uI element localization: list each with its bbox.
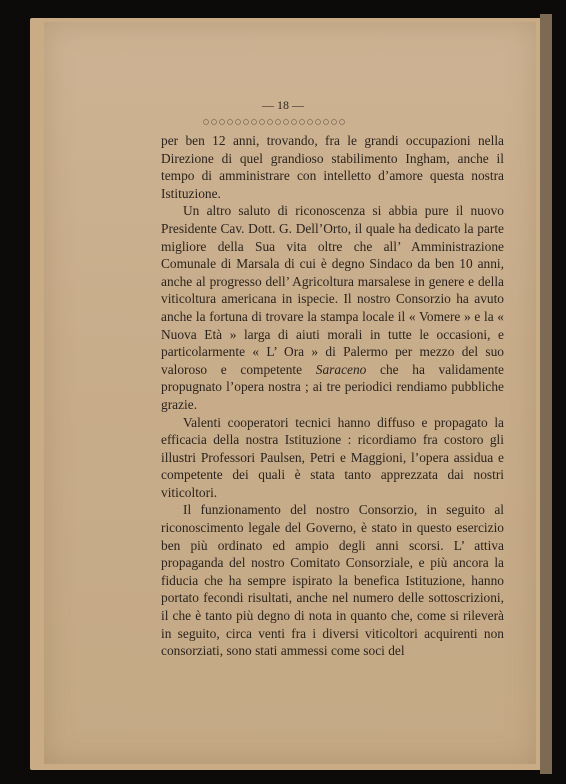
paragraph-president [161,202,504,413]
page-text [161,132,504,660]
paragraph-president-text: Un altro saluto di riconoscenza si abbia pure il nuovo Presidente Cav. Dott. G. Dell’Orto, il quale ha dedicato la parte migliore della Sua vita oltre che all’ Amministrazione Comunale di Marsala di cui è degno Sindaco da ben 10 anni, anche al progresso dell’ Agricoltura marsalese in genere e della viticoltura americana in ispecie. Il nostro Consorzio ha avuto anche la fortuna di trovare la stampa locale il « Vomere » e la « Nuova Età » larga di aiuti morali in tutte le occasioni, e particolarmente « L’ Ora » di Palermo per mezzo del suo valoroso e competente [161,203,504,377]
paragraph-president-end: che ha validamente propugnato l’opera nostra ; ai tre periodici rendiamo pubbliche grazie. [161,361,504,412]
ornamental-rule [202,118,346,126]
paragraph-continuation: per ben 12 anni, trovando, fra le grandi occupazioni nella Direzione di quel grandioso stabilimento Ingham, anche il tempo di amministrare con intelletto d’amore questa nostra Istituzione. [161,133,504,201]
paragraph-cooperators: Valenti cooperatori tecnici hanno diffuso e propagato la efficacia della nostra Istituzione : ricordiamo fra costoro gli illustri Professori Paulsen, Petri e Maggioni, l’opera assidua e competente dei quali è stata tanto apprezzata dai nostri viticoltori. [161,414,504,500]
saraceno-italic: Saraceno [315,361,367,377]
paragraph-consortium: Il funzionamento del nostro Consorzio, in seguito al riconoscimento legale del Governo, è stato in questo esercizio ben più ordinato ed ampio degli anni scorsi. L’ attiva propaganda del nostro Comitato Consorziale, e più ancora la fiducia che ha sempre ispirato la benefica Istituzione, hanno portato fecondi risultati, anche nel numero delle sottoscrizioni, il che è tanto più degno di nota in quanto che, come si rileverà in seguito, circa venti fra i diversi viticoltori acquirenti non consorziati, sono stati ammessi come soci del [161,502,504,659]
next-page-edge [540,14,552,774]
page-number: — 18 — [262,98,304,112]
